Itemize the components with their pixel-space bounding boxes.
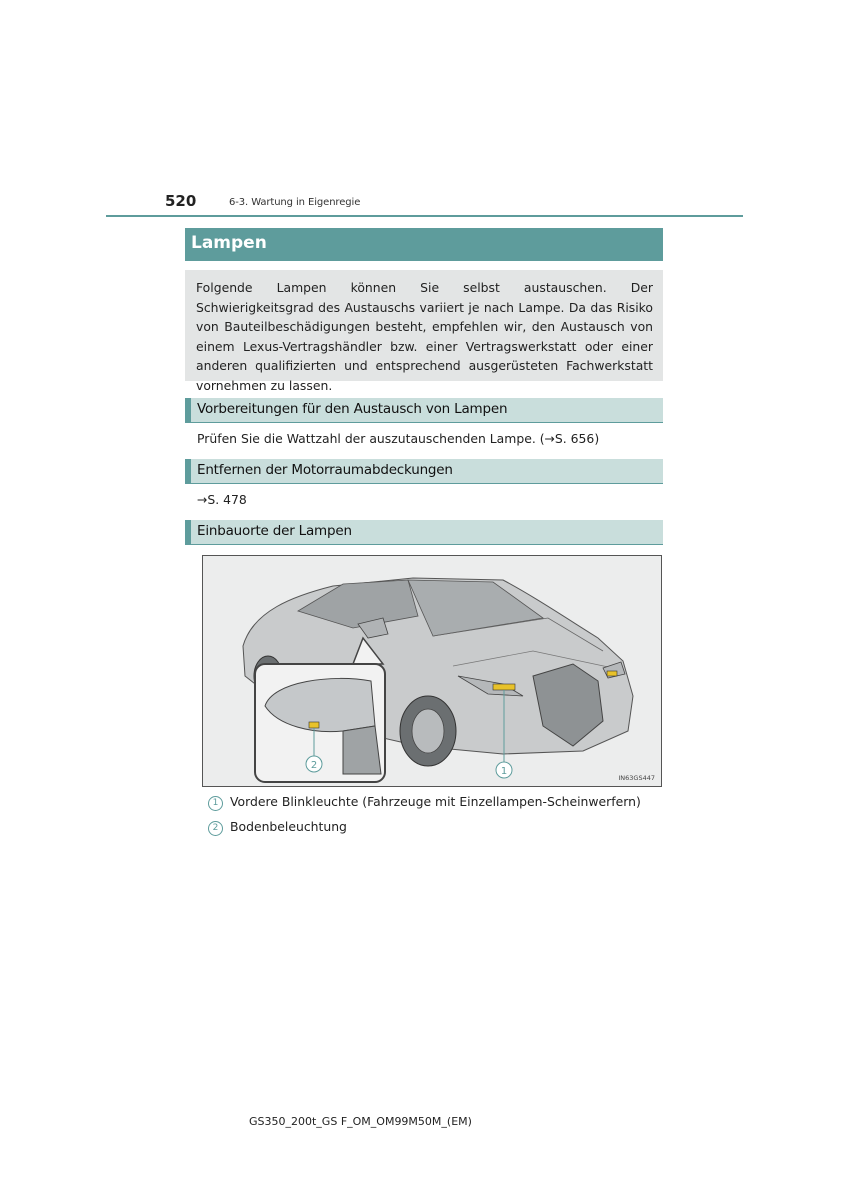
page-number: 520 bbox=[165, 192, 197, 210]
lamp-location-figure bbox=[202, 555, 662, 787]
legend-item-1 bbox=[208, 794, 641, 811]
preparation-text: Prüfen Sie die Wattzahl der auszutauschenden Lampe. (→S. 656) bbox=[197, 431, 600, 446]
intro-text: Folgende Lampen können Sie selbst austauschen. Der Schwierigkeitsgrad des Austauschs variiert je nach Lampe. Da das Risiko von Bauteilbeschädigungen besteht, empfehlen wir, den Austausch von einem Lexus-Vertragshändler bzw. einer Vertragswerkstatt oder einer anderen qualifizierten und entsprechend ausgerüsteten Fachwerkstatt vornehmen zu lassen. bbox=[196, 280, 653, 393]
subheading-preparation-text: Vorbereitungen für den Austausch von Lampen bbox=[197, 401, 508, 417]
page-title-text: Lampen bbox=[191, 233, 267, 253]
subheading-engine-cover bbox=[185, 459, 663, 484]
legend-number: 1 bbox=[208, 796, 223, 811]
legend-text: Vordere Blinkleuchte (Fahrzeuge mit Einzellampen-Scheinwerfern) bbox=[230, 794, 641, 809]
subheading-lamp-locations bbox=[185, 520, 663, 545]
callout-2-label: 2 bbox=[310, 760, 318, 771]
figure-code: IN63GS447 bbox=[618, 774, 655, 782]
car-illustration bbox=[203, 556, 662, 787]
turn-signal-highlight bbox=[493, 684, 515, 690]
legend-number: 2 bbox=[208, 821, 223, 836]
page-title bbox=[185, 228, 663, 261]
subheading-lamp-locations-text: Einbauorte der Lampen bbox=[197, 523, 352, 539]
engine-cover-reference: →S. 478 bbox=[197, 492, 247, 507]
header-rule bbox=[106, 215, 743, 217]
legend-item-2 bbox=[208, 819, 347, 836]
subheading-engine-cover-text: Entfernen der Motorraumabdeckungen bbox=[197, 462, 453, 478]
footer-code: GS350_200t_GS F_OM_OM99M50M_(EM) bbox=[249, 1115, 472, 1128]
legend-text: Bodenbeleuchtung bbox=[230, 819, 347, 834]
ground-light-highlight bbox=[309, 722, 319, 728]
callout-1-label: 1 bbox=[500, 766, 508, 777]
section-reference: 6-3. Wartung in Eigenregie bbox=[229, 197, 361, 208]
subheading-preparation bbox=[185, 398, 663, 423]
turn-signal-highlight-right bbox=[607, 671, 617, 676]
intro-box bbox=[185, 270, 663, 393]
